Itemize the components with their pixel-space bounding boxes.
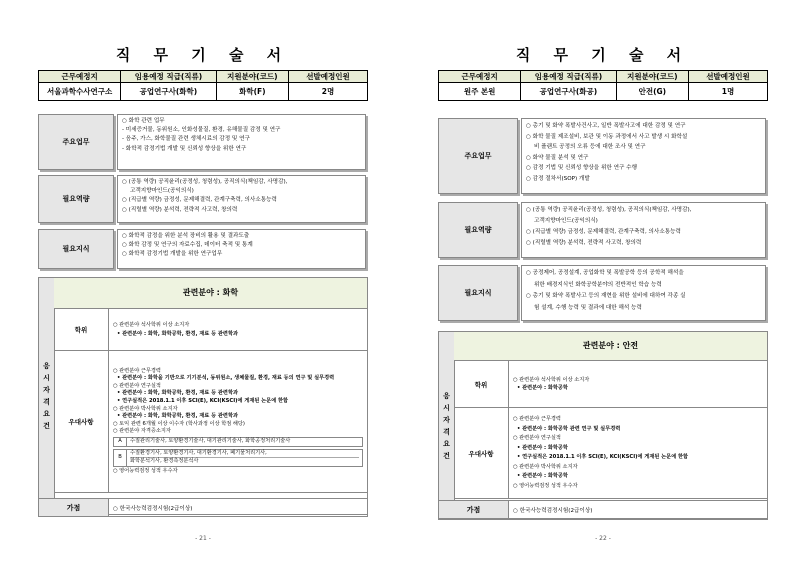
qualification-box	[438, 331, 768, 520]
competency-content: ○ (공통 역량) 공직윤리(공정성, 청렴성), 공직의식(책임감, 사명감), 고객지향마인드(공익의식) ○ (직급별 역량) 금정성, 문제해결력, 관계구축력, 의사소통능력 ○ (직렬별 역량) 분석력, 전략적 사고력, 창의력	[117, 175, 366, 223]
header-col: 임용예정 직급(직류)	[521, 71, 616, 83]
knowledge-label: 필요지식	[38, 229, 114, 269]
competency-label: 필요역량	[438, 202, 518, 258]
duties-box	[38, 114, 366, 170]
header-val: 1명	[689, 83, 768, 101]
knowledge-content: ○ 화학적 감정을 위한 분석 장비의 활용 및 결과도출 ○ 화학 감정 및 연구의 자료수집, 데이터 축적 및 통계 ○ 화학적 감정기법 개발을 위한 연구업무	[117, 229, 366, 269]
bonus-label: 가점	[439, 501, 509, 518]
header-val: 공업연구사(화공)	[521, 83, 616, 101]
header-val: 공업연구사(화학)	[121, 83, 216, 101]
page-title: 직 무 기 술 서	[515, 46, 691, 64]
header-col: 선발예정인원	[689, 71, 768, 83]
qualification-vertical-label: 응 시 자 격 요 건	[439, 332, 455, 519]
duties-label: 주요업무	[438, 118, 518, 194]
degree-row	[54, 309, 367, 351]
degree-label: 학위	[454, 361, 509, 407]
duties-box	[438, 118, 766, 194]
page-number: - 22 -	[595, 535, 611, 542]
header-col: 지원분야(코드)	[616, 71, 688, 83]
header-table	[38, 70, 368, 101]
page-number: - 21 -	[195, 535, 211, 542]
degree-label: 학위	[54, 309, 109, 350]
knowledge-label: 필요지식	[438, 265, 518, 321]
header-val: 2명	[289, 83, 368, 101]
competency-content: ○ (공통 역량) 공직윤리(공정성, 청렴성), 공직의식(책임감, 사명감), 고객지향마인드(공익의식) ○ (직급별 역량) 금정성, 문제해결력, 관계구축력, 의사소통능력 ○ (직렬별 역량) 분석력, 전략적 사고력, 창의력	[521, 202, 766, 258]
header-val: 서울과학수사연구소	[39, 83, 121, 101]
bonus-row	[438, 500, 768, 519]
header-val: 화학(F)	[216, 83, 288, 101]
duties-content: ○ 총기 및 화약 폭발사건사고, 일반 폭발사고에 대한 감정 및 연구 ○ 화학 물질 제조설비, 보관 및 이동 과정에서 사고 발생 시 화학설 비 플랜트 공정의 오류 등에 대한 조사 및 연구 ○ 화약 물질 분석 및 연구 ○ 감정 기법 및 신뢰성 향상을 위한 연구 수행 ○ 감정 절차서(SOP) 개발	[521, 118, 766, 194]
knowledge-box	[438, 265, 766, 321]
degree-content: ○ 관련분야 석사학위 이상 소지자 • 관련분야 : 화학공학	[513, 376, 590, 391]
degree-row	[454, 361, 767, 408]
left-page	[38, 0, 368, 566]
field-title: 관련분야 : 안전	[454, 332, 767, 361]
bonus-content: ○ 한국사능력검정시험(2급이상)	[513, 507, 593, 514]
degree-content: ○ 관련분야 석사학위 이상 소지자 • 관련분야 : 화학, 화학공학, 환경, 재료 등 관련학과	[113, 322, 238, 337]
field-title: 관련분야 : 화학	[54, 278, 367, 309]
header-table	[438, 70, 768, 101]
competency-box	[438, 202, 766, 258]
duties-label: 주요업무	[38, 114, 114, 170]
duties-content: ○ 화학 관련 업무 - 미세증거물, 동위원소, 인화성물질, 환경, 유해물질 감정 및 연구 - 음주, 가스, 화학물질 관련 생체시료의 감정 및 연구 - 화학적 감정기법 개발 및 신뢰성 향상을 위한 연구	[117, 114, 366, 170]
competency-label: 필요역량	[38, 175, 114, 223]
header-col: 임용예정 직급(직류)	[121, 71, 216, 83]
preference-label: 우대사항	[454, 408, 509, 498]
qualification-box	[38, 277, 368, 515]
header-col: 근무예정지	[439, 71, 521, 83]
header-col: 지원분야(코드)	[216, 71, 288, 83]
header-col: 근무예정지	[39, 71, 121, 83]
bonus-label: 가점	[39, 499, 109, 516]
bonus-row	[38, 498, 368, 517]
right-page	[438, 0, 768, 566]
preference-row	[54, 351, 367, 493]
knowledge-content: ○ 공정제어, 공정설계, 공업화학 및 폭발공학 등의 공학적 해석을 위한 배경지식인 화학공학분야의 전반적인 학습 능력 ○ 총기 및 화약 폭발사고 등의 재현을 위한 설비에 대하여 각종 실 험 설계, 수행 능력 및 결과에 대한 해석 능력	[521, 265, 766, 321]
header-col: 선발예정인원	[289, 71, 368, 83]
header-val: 원주 본원	[439, 83, 521, 101]
qualification-vertical-label: 응 시 자 격 요 건	[39, 278, 55, 514]
bonus-content: ○ 한국사능력검정시험(2급이상)	[113, 505, 193, 512]
certificate-grade-a: A 수질관리기술사, 토양환경기술사, 대기관리기술사, 화학공정처리기술사	[113, 437, 363, 447]
page-title: 직 무 기 술 서	[115, 46, 291, 64]
preference-content: ○ 관련분야 근무경력 • 관련분야 : 화학을 기반으로 기기분석, 동위원소, 생체물질, 환경, 재료 등의 연구 및 실무경력 ○ 관련분야 연구실적 • 관련분야 : 화학, 화학공학, 환경, 재료 등 관련학과 • 연구실적은 2018.1.1 이후 SCI(E), KCI(KSCI)에 게재된 논문에 한함 ○ 관련분야 박사학위 소지자 • 관련분야 : 화학, 화학공학, 환경, 재료 등 관련학과 ○ 토익 관련 6개월 이상 이수자 (학사과정 이상 학점 해당) ○ 관련분야 자격증소지자 A 수질관리기술사, 토양환경기술사, 대기관리기술사, 화학공정처리기술사 B 수질환경기사, 토양환경기사, 대기환경기사, 폐기물처리기사, 화학분석기사, 환경측정분석사 ○ 영어능력검정 성적 우수자	[109, 351, 367, 492]
preference-label: 우대사항	[54, 351, 109, 492]
preference-content: ○ 관련분야 근무경력 • 관련분야 : 화학공학 관련 연구 및 실무경력 ○ 관련분야 연구실적 • 관련분야 : 화학공학 • 연구실적은 2018.1.1 이후 SCI(E), KCI(KSCI)에 게재된 논문에 한함 ○ 관련분야 박사학위 소지자 • 관련분야 : 화학공학 ○ 영어능력검정 성적 우수자	[513, 416, 689, 489]
preference-row	[454, 408, 767, 499]
knowledge-box	[38, 229, 366, 269]
competency-box	[38, 175, 366, 223]
certificate-grade-b: B 수질환경기사, 토양환경기사, 대기환경기사, 폐기물처리기사, 화학분석기사, 환경측정분석사	[113, 449, 363, 467]
header-val: 안전(G)	[616, 83, 688, 101]
